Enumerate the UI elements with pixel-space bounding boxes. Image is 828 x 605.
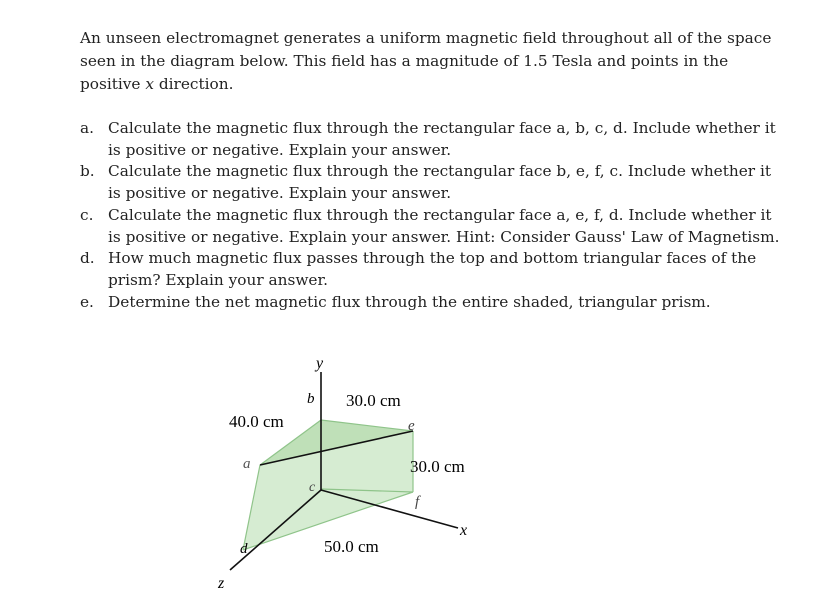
vertex-label-e: e	[408, 418, 415, 434]
dimension-label-bottom: 50.0 cm	[324, 537, 379, 556]
vertex-label-a: a	[243, 456, 251, 472]
question-list	[80, 118, 780, 313]
problem-intro	[80, 27, 780, 96]
vertex-label-b: b	[307, 391, 315, 407]
question-label: c.	[80, 205, 94, 224]
question-label: a.	[80, 119, 94, 137]
question-text: How much magnetic flux passes through the top and bottom triangular faces of the prism? Explain your answer.	[108, 249, 757, 289]
vertex-label-f: f	[415, 494, 420, 510]
dimension-label-left: 40.0 cm	[229, 412, 284, 431]
axis-label-y: y	[316, 355, 324, 372]
question-text: Calculate the magnetic flux through the rectangular face b, e, f, c. Include whether it is positive or negative. Explain your answer.	[108, 162, 772, 203]
question-label: b.	[80, 162, 95, 181]
question-text: Determine the net magnetic flux through the entire shaded, triangular prism.	[108, 292, 711, 311]
question-label: e.	[80, 292, 94, 311]
intro-text: An unseen electromagnet generates a uniform magnetic field throughout all of the space seen in the diagram below. This field has a magnitude of 1.5 Tesla and points in the positive	[80, 29, 772, 93]
question-text: Calculate the magnetic flux through the rectangular face a, b, c, d. Include whether it is positive or negative. Explain your answer.	[108, 119, 776, 159]
dimension-label-top: 30.0 cm	[346, 391, 401, 410]
axis-label-x: x	[460, 522, 468, 539]
prism-diagram	[200, 348, 500, 598]
axis-label-z: z	[218, 575, 225, 592]
vertex-label-d: d	[240, 541, 248, 557]
vertex-label-c: c	[309, 480, 316, 495]
question-item	[80, 161, 780, 204]
question-item	[80, 205, 780, 248]
question-item	[80, 118, 780, 161]
direction-variable: x	[145, 75, 154, 93]
intro-text-end: direction.	[153, 75, 234, 93]
question-text: Calculate the magnetic flux through the rectangular face a, e, f, d. Include whether it is positive or negative. Explain your answer. Hint: Consider Gauss' Law of Magnetism.	[108, 205, 780, 246]
question-label: d.	[80, 249, 95, 268]
question-item	[80, 292, 780, 314]
question-item	[80, 248, 780, 291]
dimension-label-right: 30.0 cm	[410, 457, 465, 476]
